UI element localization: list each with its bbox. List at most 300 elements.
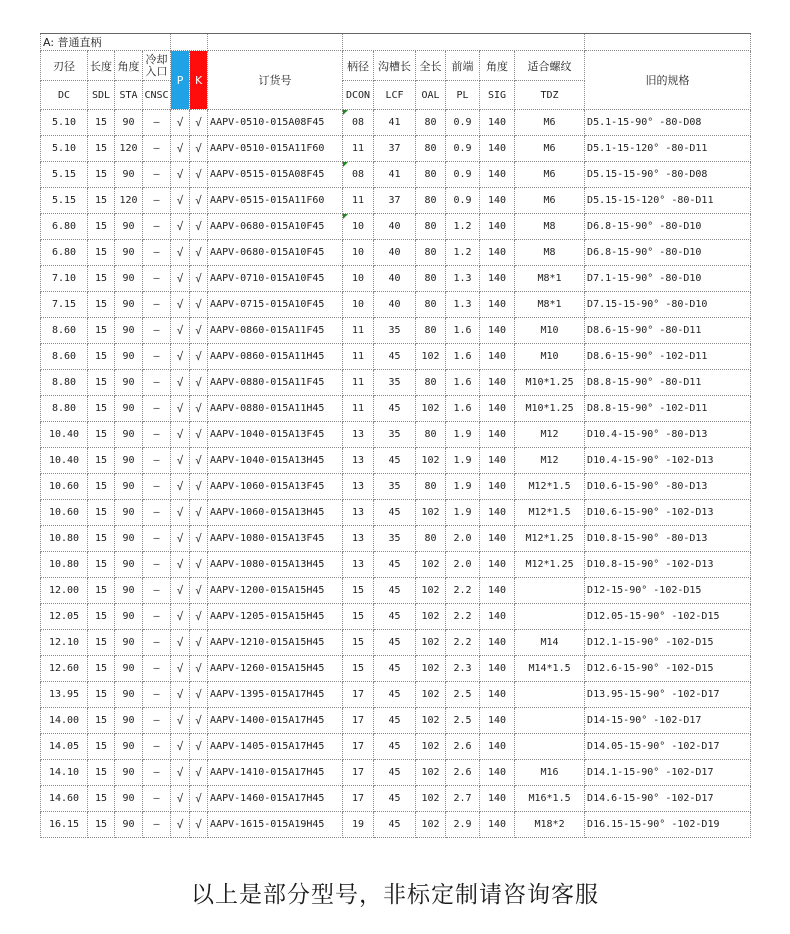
- cell-old-spec: D8.8-15-90° -80-D11: [585, 370, 751, 396]
- cell-cnsc: –: [143, 214, 171, 240]
- cell-order-number: AAPV-1210-015A15H45: [208, 630, 343, 656]
- cell-old-spec: D6.8-15-90° -80-D10: [585, 240, 751, 266]
- cell-order-number: AAPV-0710-015A10F45: [208, 266, 343, 292]
- cell-order-number: AAPV-0680-015A10F45: [208, 214, 343, 240]
- cell-dc: 10.80: [41, 552, 88, 578]
- cell-p-check: √: [171, 214, 190, 240]
- cell-sig: 140: [480, 292, 515, 318]
- header-old-spec: 旧的规格: [585, 51, 751, 110]
- cell-oal: 102: [416, 786, 446, 812]
- cell-dcon: 13: [343, 422, 374, 448]
- cell-oal: 80: [416, 474, 446, 500]
- cell-old-spec: D13.95-15-90° -102-D17: [585, 682, 751, 708]
- cell-sig: 140: [480, 786, 515, 812]
- cell-dc: 12.00: [41, 578, 88, 604]
- cell-old-spec: D14.1-15-90° -102-D17: [585, 760, 751, 786]
- cell-pl: 1.9: [446, 474, 480, 500]
- cell-dc: 6.80: [41, 214, 88, 240]
- cell-oal: 102: [416, 708, 446, 734]
- cell-dc: 14.00: [41, 708, 88, 734]
- cell-k-check: √: [190, 162, 208, 188]
- cell-order-number: AAPV-1040-015A13H45: [208, 448, 343, 474]
- cell-p-check: √: [171, 448, 190, 474]
- cell-k-check: √: [190, 578, 208, 604]
- cell-oal: 80: [416, 110, 446, 136]
- header-sig-cn: 角度: [480, 51, 515, 81]
- cell-tdz: M8: [515, 214, 585, 240]
- cell-sdl: 15: [88, 734, 115, 760]
- cell-cnsc: –: [143, 500, 171, 526]
- cell-dcon: 17: [343, 682, 374, 708]
- cell-lcf: 45: [374, 396, 416, 422]
- cell-pl: 1.9: [446, 422, 480, 448]
- cell-order-number: AAPV-1040-015A13F45: [208, 422, 343, 448]
- table-row: [41, 240, 751, 266]
- cell-dc: 10.40: [41, 422, 88, 448]
- header-pl-code: PL: [446, 81, 480, 110]
- header-lcf-code: LCF: [374, 81, 416, 110]
- cell-order-number: AAPV-1410-015A17H45: [208, 760, 343, 786]
- cell-lcf: 45: [374, 604, 416, 630]
- cell-order-number: AAPV-1080-015A13F45: [208, 526, 343, 552]
- cell-old-spec: D10.6-15-90° -80-D13: [585, 474, 751, 500]
- cell-dcon: 10: [343, 266, 374, 292]
- cell-order-number: AAPV-1205-015A15H45: [208, 604, 343, 630]
- cell-old-spec: D6.8-15-90° -80-D10: [585, 214, 751, 240]
- cell-dcon: 13: [343, 474, 374, 500]
- cell-tdz: M16: [515, 760, 585, 786]
- cell-sdl: 15: [88, 682, 115, 708]
- table-row: [41, 110, 751, 136]
- header-cnsc-cn: 冷却入口: [143, 51, 171, 81]
- cell-old-spec: D8.8-15-90° -102-D11: [585, 396, 751, 422]
- cell-k-check: √: [190, 630, 208, 656]
- header-dc-code: DC: [41, 81, 88, 110]
- cell-k-check: √: [190, 474, 208, 500]
- header-lcf-cn: 沟槽长: [374, 51, 416, 81]
- cell-sta: 90: [115, 474, 143, 500]
- cell-sta: 90: [115, 240, 143, 266]
- cell-sig: 140: [480, 162, 515, 188]
- cell-dc: 10.60: [41, 500, 88, 526]
- cell-lcf: 35: [374, 370, 416, 396]
- cell-k-check: √: [190, 656, 208, 682]
- cell-sdl: 15: [88, 318, 115, 344]
- cell-sdl: 15: [88, 552, 115, 578]
- cell-dc: 12.60: [41, 656, 88, 682]
- table-title: A: 普通直柄: [41, 34, 171, 51]
- cell-p-check: √: [171, 760, 190, 786]
- cell-sta: 90: [115, 162, 143, 188]
- cell-old-spec: D8.6-15-90° -102-D11: [585, 344, 751, 370]
- cell-dcon: 11: [343, 370, 374, 396]
- cell-sig: 140: [480, 422, 515, 448]
- cell-pl: 2.2: [446, 630, 480, 656]
- cell-sta: 90: [115, 734, 143, 760]
- cell-dcon: 10: [343, 292, 374, 318]
- cell-tdz: M12: [515, 422, 585, 448]
- cell-dcon: 17: [343, 760, 374, 786]
- cell-pl: 1.9: [446, 500, 480, 526]
- cell-sdl: 15: [88, 162, 115, 188]
- cell-old-spec: D14.05-15-90° -102-D17: [585, 734, 751, 760]
- cell-order-number: AAPV-0515-015A08F45: [208, 162, 343, 188]
- cell-dc: 10.40: [41, 448, 88, 474]
- cell-old-spec: D12.05-15-90° -102-D15: [585, 604, 751, 630]
- cell-p-check: √: [171, 682, 190, 708]
- cell-sdl: 15: [88, 292, 115, 318]
- cell-sdl: 15: [88, 812, 115, 838]
- cell-tdz: M6: [515, 110, 585, 136]
- table-row: [41, 136, 751, 162]
- cell-pl: 1.3: [446, 292, 480, 318]
- cell-k-check: √: [190, 682, 208, 708]
- table-row: [41, 188, 751, 214]
- cell-dc: 8.80: [41, 370, 88, 396]
- cell-dc: 8.80: [41, 396, 88, 422]
- cell-k-check: √: [190, 344, 208, 370]
- cell-sig: 140: [480, 630, 515, 656]
- cell-cnsc: –: [143, 812, 171, 838]
- cell-p-check: √: [171, 630, 190, 656]
- cell-k-check: √: [190, 240, 208, 266]
- cell-tdz: M12: [515, 448, 585, 474]
- cell-sta: 90: [115, 630, 143, 656]
- table-row: [41, 344, 751, 370]
- cell-lcf: 40: [374, 292, 416, 318]
- cell-dcon: 11: [343, 396, 374, 422]
- header-oal-code: OAL: [416, 81, 446, 110]
- cell-dc: 13.95: [41, 682, 88, 708]
- cell-order-number: AAPV-1395-015A17H45: [208, 682, 343, 708]
- header-p: P: [171, 51, 190, 110]
- cell-old-spec: D5.1-15-120° -80-D11: [585, 136, 751, 162]
- cell-order-number: AAPV-1615-015A19H45: [208, 812, 343, 838]
- cell-cnsc: –: [143, 682, 171, 708]
- cell-cnsc: –: [143, 656, 171, 682]
- cell-lcf: 40: [374, 214, 416, 240]
- cell-tdz: M12*1.5: [515, 500, 585, 526]
- cell-tdz: M12*1.25: [515, 526, 585, 552]
- table-row: [41, 682, 751, 708]
- cell-sta: 90: [115, 526, 143, 552]
- cell-sta: 90: [115, 708, 143, 734]
- cell-cnsc: –: [143, 240, 171, 266]
- cell-sdl: 15: [88, 344, 115, 370]
- cell-p-check: √: [171, 240, 190, 266]
- cell-old-spec: D14-15-90° -102-D17: [585, 708, 751, 734]
- cell-oal: 102: [416, 500, 446, 526]
- cell-tdz: [515, 604, 585, 630]
- cell-dc: 14.60: [41, 786, 88, 812]
- header-sta-cn: 角度: [115, 51, 143, 81]
- cell-order-number: AAPV-0880-015A11H45: [208, 396, 343, 422]
- cell-sdl: 15: [88, 422, 115, 448]
- cell-old-spec: D7.1-15-90° -80-D10: [585, 266, 751, 292]
- cell-sig: 140: [480, 318, 515, 344]
- cell-tdz: M10*1.25: [515, 370, 585, 396]
- cell-dcon: 15: [343, 604, 374, 630]
- cell-cnsc: –: [143, 136, 171, 162]
- header-dcon-code: DCON: [343, 81, 374, 110]
- cell-pl: 0.9: [446, 188, 480, 214]
- cell-pl: 2.9: [446, 812, 480, 838]
- table-row: [41, 604, 751, 630]
- cell-k-check: √: [190, 188, 208, 214]
- cell-order-number: AAPV-0515-015A11F60: [208, 188, 343, 214]
- table-row: [41, 708, 751, 734]
- cell-lcf: 45: [374, 786, 416, 812]
- table-row: [41, 370, 751, 396]
- cell-sta: 90: [115, 448, 143, 474]
- cell-sdl: 15: [88, 266, 115, 292]
- cell-dc: 5.15: [41, 162, 88, 188]
- cell-dcon: 13: [343, 448, 374, 474]
- cell-sta: 90: [115, 656, 143, 682]
- cell-old-spec: D5.1-15-90° -80-D08: [585, 110, 751, 136]
- footer-note: 以上是部分型号，非标定制请咨询客服: [191, 882, 599, 908]
- cell-sdl: 15: [88, 604, 115, 630]
- header-row-chinese: [41, 51, 751, 81]
- cell-cnsc: –: [143, 630, 171, 656]
- cell-p-check: √: [171, 812, 190, 838]
- cell-oal: 80: [416, 240, 446, 266]
- cell-pl: 1.6: [446, 396, 480, 422]
- cell-sig: 140: [480, 474, 515, 500]
- cell-lcf: 45: [374, 344, 416, 370]
- cell-p-check: √: [171, 162, 190, 188]
- cell-sta: 120: [115, 136, 143, 162]
- cell-dcon: 15: [343, 578, 374, 604]
- cell-p-check: √: [171, 344, 190, 370]
- cell-k-check: √: [190, 786, 208, 812]
- cell-pl: 1.6: [446, 318, 480, 344]
- cell-tdz: [515, 708, 585, 734]
- cell-p-check: √: [171, 734, 190, 760]
- cell-sig: 140: [480, 500, 515, 526]
- cell-pl: 2.5: [446, 682, 480, 708]
- cell-sdl: 15: [88, 448, 115, 474]
- header-sdl-cn: 长度: [88, 51, 115, 81]
- cell-order-number: AAPV-0880-015A11F45: [208, 370, 343, 396]
- cell-k-check: √: [190, 708, 208, 734]
- cell-cnsc: –: [143, 266, 171, 292]
- cell-dcon: 17: [343, 786, 374, 812]
- cell-lcf: 45: [374, 708, 416, 734]
- header-cnsc-code: CNSC: [143, 81, 171, 110]
- table-row: [41, 266, 751, 292]
- cell-k-check: √: [190, 370, 208, 396]
- cell-cnsc: –: [143, 422, 171, 448]
- header-tdz-cn: 适合螺纹: [515, 51, 585, 81]
- cell-dcon: 11: [343, 136, 374, 162]
- cell-p-check: √: [171, 552, 190, 578]
- cell-order-number: AAPV-1080-015A13H45: [208, 552, 343, 578]
- cell-sta: 90: [115, 552, 143, 578]
- cell-oal: 102: [416, 604, 446, 630]
- cell-p-check: √: [171, 604, 190, 630]
- cell-dcon: 11: [343, 344, 374, 370]
- cell-sig: 140: [480, 110, 515, 136]
- cell-sta: 120: [115, 188, 143, 214]
- cell-cnsc: –: [143, 708, 171, 734]
- cell-lcf: 41: [374, 162, 416, 188]
- cell-cnsc: –: [143, 318, 171, 344]
- cell-oal: 102: [416, 578, 446, 604]
- cell-oal: 80: [416, 162, 446, 188]
- cell-pl: 2.2: [446, 604, 480, 630]
- cell-oal: 102: [416, 396, 446, 422]
- cell-sta: 90: [115, 682, 143, 708]
- cell-sdl: 15: [88, 240, 115, 266]
- header-oal-cn: 全长: [416, 51, 446, 81]
- cell-p-check: √: [171, 422, 190, 448]
- cell-sig: 140: [480, 760, 515, 786]
- cell-lcf: 35: [374, 318, 416, 344]
- table-row: [41, 786, 751, 812]
- cell-cnsc: –: [143, 110, 171, 136]
- cell-pl: 2.0: [446, 526, 480, 552]
- cell-sig: 140: [480, 396, 515, 422]
- cell-sta: 90: [115, 266, 143, 292]
- cell-k-check: √: [190, 812, 208, 838]
- cell-sta: 90: [115, 344, 143, 370]
- cell-cnsc: –: [143, 526, 171, 552]
- table-row: [41, 318, 751, 344]
- cell-dc: 5.10: [41, 136, 88, 162]
- cell-lcf: 45: [374, 448, 416, 474]
- cell-cnsc: –: [143, 370, 171, 396]
- cell-dc: 8.60: [41, 344, 88, 370]
- cell-old-spec: D8.6-15-90° -80-D11: [585, 318, 751, 344]
- cell-k-check: √: [190, 734, 208, 760]
- cell-lcf: 40: [374, 240, 416, 266]
- cell-old-spec: D12.6-15-90° -102-D15: [585, 656, 751, 682]
- cell-old-spec: D10.8-15-90° -80-D13: [585, 526, 751, 552]
- cell-dc: 14.10: [41, 760, 88, 786]
- cell-sdl: 15: [88, 500, 115, 526]
- cell-dcon: 17: [343, 708, 374, 734]
- cell-pl: 0.9: [446, 136, 480, 162]
- cell-old-spec: D10.8-15-90° -102-D13: [585, 552, 751, 578]
- cell-cnsc: –: [143, 604, 171, 630]
- cell-p-check: √: [171, 786, 190, 812]
- cell-order-number: AAPV-1405-015A17H45: [208, 734, 343, 760]
- cell-tdz: M8*1: [515, 292, 585, 318]
- cell-sig: 140: [480, 136, 515, 162]
- cell-dcon: 17: [343, 734, 374, 760]
- cell-order-number: AAPV-0510-015A08F45: [208, 110, 343, 136]
- header-order: 订货号: [208, 51, 343, 110]
- cell-pl: 2.6: [446, 760, 480, 786]
- cell-tdz: M16*1.5: [515, 786, 585, 812]
- cell-order-number: AAPV-1460-015A17H45: [208, 786, 343, 812]
- cell-old-spec: D16.15-15-90° -102-D19: [585, 812, 751, 838]
- cell-dcon: 15: [343, 656, 374, 682]
- cell-k-check: √: [190, 526, 208, 552]
- cell-dcon: 15: [343, 630, 374, 656]
- cell-tdz: M12*1.5: [515, 474, 585, 500]
- cell-p-check: √: [171, 500, 190, 526]
- header-tdz-code: TDZ: [515, 81, 585, 110]
- cell-pl: 1.2: [446, 214, 480, 240]
- cell-sig: 140: [480, 370, 515, 396]
- cell-k-check: √: [190, 214, 208, 240]
- header-sdl-code: SDL: [88, 81, 115, 110]
- cell-p-check: √: [171, 708, 190, 734]
- cell-pl: 2.6: [446, 734, 480, 760]
- cell-sta: 90: [115, 396, 143, 422]
- cell-dc: 5.10: [41, 110, 88, 136]
- cell-order-number: AAPV-0860-015A11H45: [208, 344, 343, 370]
- cell-lcf: 41: [374, 110, 416, 136]
- cell-p-check: √: [171, 578, 190, 604]
- table-row: [41, 734, 751, 760]
- cell-dcon: 10: [343, 240, 374, 266]
- cell-k-check: √: [190, 396, 208, 422]
- table-row: [41, 760, 751, 786]
- header-pl-cn: 前端: [446, 51, 480, 81]
- cell-sdl: 15: [88, 136, 115, 162]
- cell-sta: 90: [115, 292, 143, 318]
- cell-sta: 90: [115, 500, 143, 526]
- cell-oal: 80: [416, 136, 446, 162]
- cell-tdz: M10: [515, 318, 585, 344]
- cell-dcon: 08: [343, 162, 374, 188]
- cell-lcf: 45: [374, 812, 416, 838]
- cell-sdl: 15: [88, 708, 115, 734]
- cell-lcf: 35: [374, 526, 416, 552]
- cell-pl: 2.0: [446, 552, 480, 578]
- cell-sdl: 15: [88, 188, 115, 214]
- cell-dc: 7.15: [41, 292, 88, 318]
- cell-pl: 1.6: [446, 344, 480, 370]
- cell-k-check: √: [190, 318, 208, 344]
- table-row: [41, 656, 751, 682]
- title-row: [41, 34, 751, 51]
- cell-k-check: √: [190, 110, 208, 136]
- cell-dc: 12.10: [41, 630, 88, 656]
- cell-tdz: M8: [515, 240, 585, 266]
- cell-cnsc: –: [143, 448, 171, 474]
- cell-sdl: 15: [88, 214, 115, 240]
- cell-sig: 140: [480, 812, 515, 838]
- cell-order-number: AAPV-0715-015A10F45: [208, 292, 343, 318]
- table-row: [41, 448, 751, 474]
- cell-lcf: 45: [374, 552, 416, 578]
- cell-sta: 90: [115, 422, 143, 448]
- cell-dcon: 11: [343, 318, 374, 344]
- cell-sdl: 15: [88, 370, 115, 396]
- cell-oal: 102: [416, 734, 446, 760]
- table-row: [41, 396, 751, 422]
- cell-oal: 80: [416, 422, 446, 448]
- cell-sta: 90: [115, 110, 143, 136]
- cell-tdz: M8*1: [515, 266, 585, 292]
- cell-p-check: √: [171, 136, 190, 162]
- cell-old-spec: D5.15-15-90° -80-D08: [585, 162, 751, 188]
- header-sta-code: STA: [115, 81, 143, 110]
- cell-sig: 140: [480, 448, 515, 474]
- cell-k-check: √: [190, 448, 208, 474]
- header-dc-cn: 刃径: [41, 51, 88, 81]
- table-row: [41, 526, 751, 552]
- cell-tdz: M6: [515, 136, 585, 162]
- cell-dc: 16.15: [41, 812, 88, 838]
- cell-oal: 80: [416, 318, 446, 344]
- cell-dcon: 08: [343, 110, 374, 136]
- cell-lcf: 45: [374, 656, 416, 682]
